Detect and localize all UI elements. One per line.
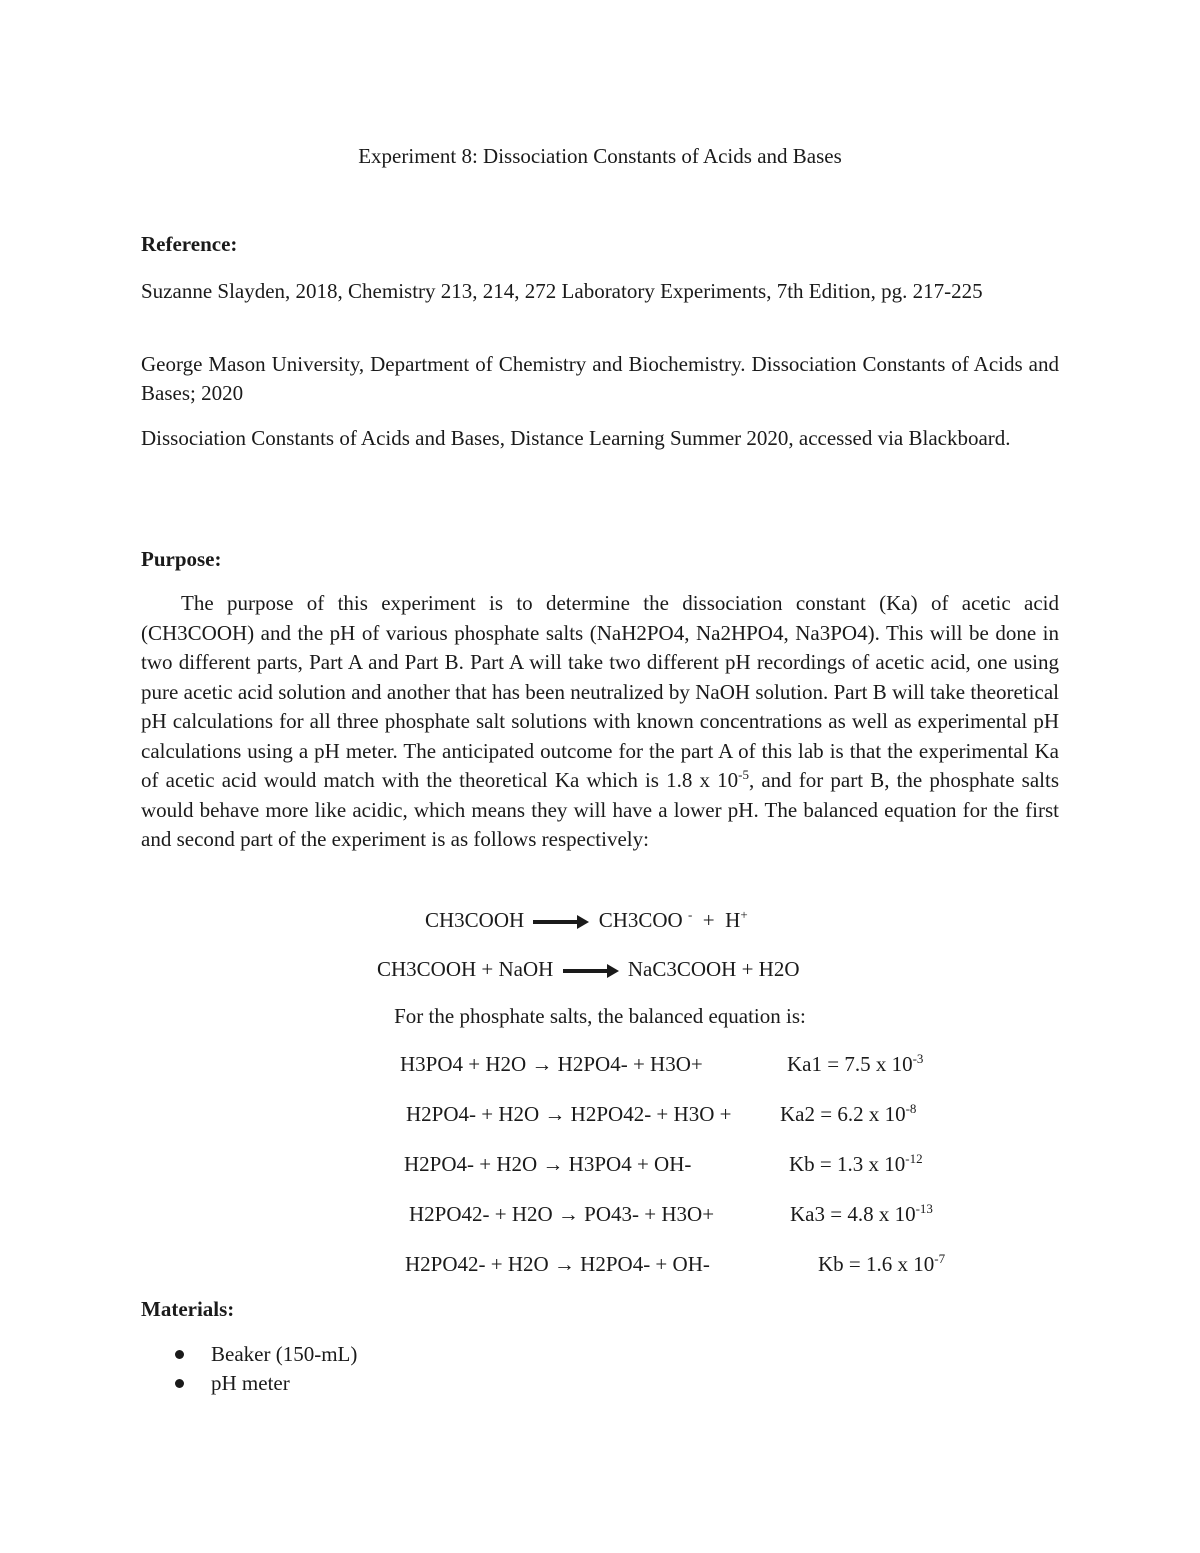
reference-entry: Suzanne Slayden, 2018, Chemistry 213, 214, 272 Laboratory Experiments, 7th Edition, pg. 217-225	[141, 279, 983, 303]
phosphate-constant-1	[787, 1050, 923, 1078]
constant-label: Kb = 1.3 x 10	[789, 1152, 906, 1176]
eq1-hydrogen-charge: +	[740, 907, 748, 922]
materials-heading: Materials:	[141, 1297, 235, 1321]
purpose-paragraph	[141, 589, 1059, 855]
constant-exponent: -3	[912, 1051, 924, 1066]
right-arrow-icon	[563, 966, 619, 976]
material-label: Beaker (150-mL)	[211, 1342, 358, 1366]
eq2-reactants: CH3COOH + NaOH	[377, 957, 554, 981]
phosphate-intro: For the phosphate salts, the balanced equation is:	[394, 1004, 806, 1028]
constant-label: Ka1 = 7.5 x 10	[787, 1052, 913, 1076]
eq1-hydrogen: H	[725, 908, 741, 932]
eq2-products: NaC3COOH + H2O	[627, 957, 800, 981]
materials-list	[172, 1340, 357, 1398]
reference-entry: Dissociation Constants of Acids and Bases, Distance Learning Summer 2020, accessed via Blackboard.	[141, 426, 1011, 450]
phosphate-constant-5	[818, 1250, 945, 1278]
phosphate-reaction-1: H3PO4 + H2O → H2PO4- + H3O+	[400, 1052, 703, 1076]
phosphate-constant-4	[790, 1200, 933, 1228]
material-label: pH meter	[211, 1371, 290, 1395]
purpose-ka-exponent: -5	[738, 767, 749, 782]
purpose-text-part1: The purpose of this experiment is to determine the dissociation constant (Ka) of acetic acid (CH3COOH) and the pH of various phosphate salts (NaH2PO4, Na2HPO4, Na3PO4). This will be done in two different parts, Part A and Part B. Part A will take two different pH recordings of acetic acid, one using pure acetic acid solution and another that has been neutralized by NaOH solution. Part B will take theoretical pH calculations for all three phosphate salt solutions with known concentrations as well as experimental pH calculations using a pH meter. The anticipated outcome for the part A of this lab is that the experimental Ka of acetic acid would match with the theoretical Ka which is 1.8 x 10	[141, 591, 1059, 792]
neutralization-equation	[377, 955, 800, 983]
eq1-minus-charge: -	[687, 907, 693, 922]
constant-label: Ka3 = 4.8 x 10	[790, 1202, 916, 1226]
page-title: Experiment 8: Dissociation Constants of Acids and Bases	[358, 144, 842, 168]
phosphate-constant-2	[780, 1100, 916, 1128]
phosphate-constant-3	[789, 1150, 923, 1178]
purpose-text-part2: , and for part B, the phosphate salts would behave more like acidic, which means they will have a lower pH. The balanced equation for the first and second part of the experiment is as follows respectively:	[141, 768, 1059, 851]
phosphate-reaction-3: H2PO4- + H2O → H3PO4 + OH-	[404, 1152, 692, 1176]
phosphate-reaction-5: H2PO42- + H2O → H2PO4- + OH-	[405, 1252, 710, 1276]
eq1-product: CH3COO	[598, 908, 683, 932]
phosphate-reaction-2: H2PO4- + H2O → H2PO42- + H3O +	[406, 1102, 732, 1126]
constant-label: Ka2 = 6.2 x 10	[780, 1102, 906, 1126]
bullet-icon	[175, 1350, 184, 1359]
constant-exponent: -8	[905, 1101, 917, 1116]
eq1-plus: +	[702, 908, 715, 932]
constant-exponent: -7	[934, 1251, 946, 1266]
reference-entry: George Mason University, Department of Chemistry and Biochemistry. Dissociation Constants of Acids and Bases; 2020	[141, 352, 1059, 405]
constant-exponent: -12	[905, 1151, 923, 1166]
constant-exponent: -13	[915, 1201, 933, 1216]
bullet-icon	[175, 1379, 184, 1388]
constant-label: Kb = 1.6 x 10	[818, 1252, 935, 1276]
list-item	[172, 1369, 357, 1398]
reference-heading: Reference:	[141, 232, 238, 256]
right-arrow-icon	[533, 917, 589, 927]
eq1-reactant: CH3COOH	[425, 908, 525, 932]
phosphate-reaction-4: H2PO42- + H2O → PO43- + H3O+	[409, 1202, 715, 1226]
list-item	[172, 1340, 357, 1369]
acetic-acid-dissociation-equation	[425, 906, 748, 934]
purpose-heading: Purpose:	[141, 547, 222, 571]
